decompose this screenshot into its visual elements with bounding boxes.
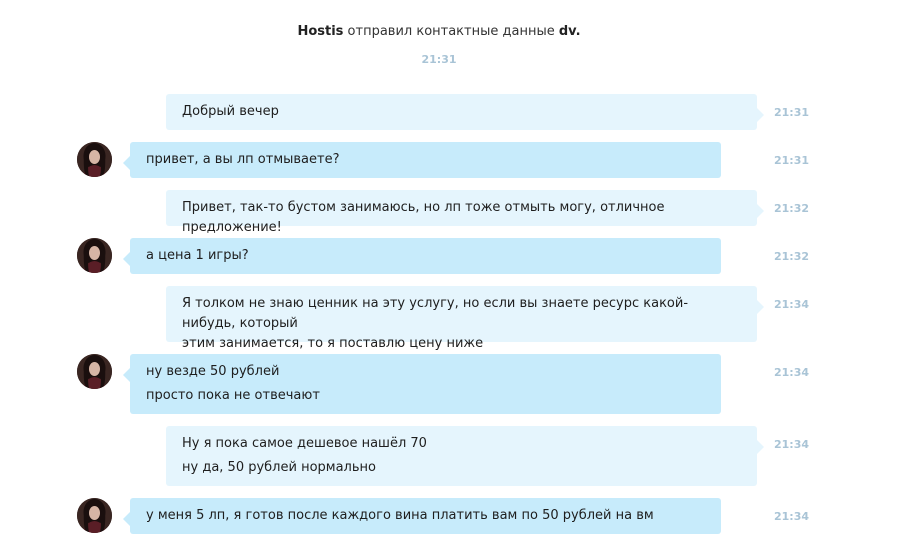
message-text: Я толком не знаю ценник на эту услугу, но если вы знаете ресурс какой-нибудь, который xyxy=(182,296,689,331)
message-bubble-outgoing[interactable] xyxy=(166,286,757,351)
message-text: у меня 5 лп, я готов после каждого вина платить вам по 50 рублей на вм xyxy=(146,508,654,523)
message-text: этим занимается, то я поставлю цену ниже xyxy=(182,336,484,351)
message-bubble-incoming[interactable] xyxy=(130,354,721,414)
message-time: 21:34 xyxy=(774,438,810,451)
message-time: 21:32 xyxy=(774,250,810,263)
message-text: привет, а вы лп отмываете? xyxy=(146,152,340,167)
message-bubble-outgoing[interactable] xyxy=(166,94,757,130)
message-text: просто пока не отвечают xyxy=(146,388,320,403)
message-bubble-incoming[interactable] xyxy=(130,142,721,178)
avatar-photo-icon xyxy=(77,142,112,177)
message-text: Добрый вечер xyxy=(182,104,279,119)
message-bubble-outgoing[interactable] xyxy=(166,426,757,486)
message-text: Привет, так-то бустом занимаюсь, но лп тоже отмыть могу, отличное предложение! xyxy=(182,200,665,235)
message-text: ну да, 50 рублей нормально xyxy=(182,460,376,475)
message-time: 21:34 xyxy=(774,298,810,311)
avatar[interactable] xyxy=(77,354,112,389)
system-sender[interactable]: Hostis xyxy=(297,24,344,39)
message-text: а цена 1 игры? xyxy=(146,248,249,263)
system-message-time: 21:31 xyxy=(421,53,457,66)
avatar[interactable] xyxy=(77,498,112,533)
avatar-photo-icon xyxy=(77,354,112,389)
message-time: 21:31 xyxy=(774,154,810,167)
message-text: ну везде 50 рублей xyxy=(146,364,280,379)
avatar[interactable] xyxy=(77,238,112,273)
avatar-photo-icon xyxy=(77,238,112,273)
message-bubble-incoming[interactable] xyxy=(130,238,721,274)
message-bubble-incoming[interactable] xyxy=(130,498,721,534)
avatar[interactable] xyxy=(77,142,112,177)
system-message xyxy=(0,24,878,39)
message-time: 21:34 xyxy=(774,366,810,379)
message-bubble-outgoing[interactable] xyxy=(166,190,757,235)
system-contact[interactable]: dv. xyxy=(558,24,581,39)
message-time: 21:31 xyxy=(774,106,810,119)
system-action: отправил контактные данные xyxy=(347,24,555,39)
message-text: Ну я пока самое дешевое нашёл 70 xyxy=(182,436,427,451)
avatar-photo-icon xyxy=(77,498,112,533)
message-time: 21:34 xyxy=(774,510,810,523)
message-time: 21:32 xyxy=(774,202,810,215)
